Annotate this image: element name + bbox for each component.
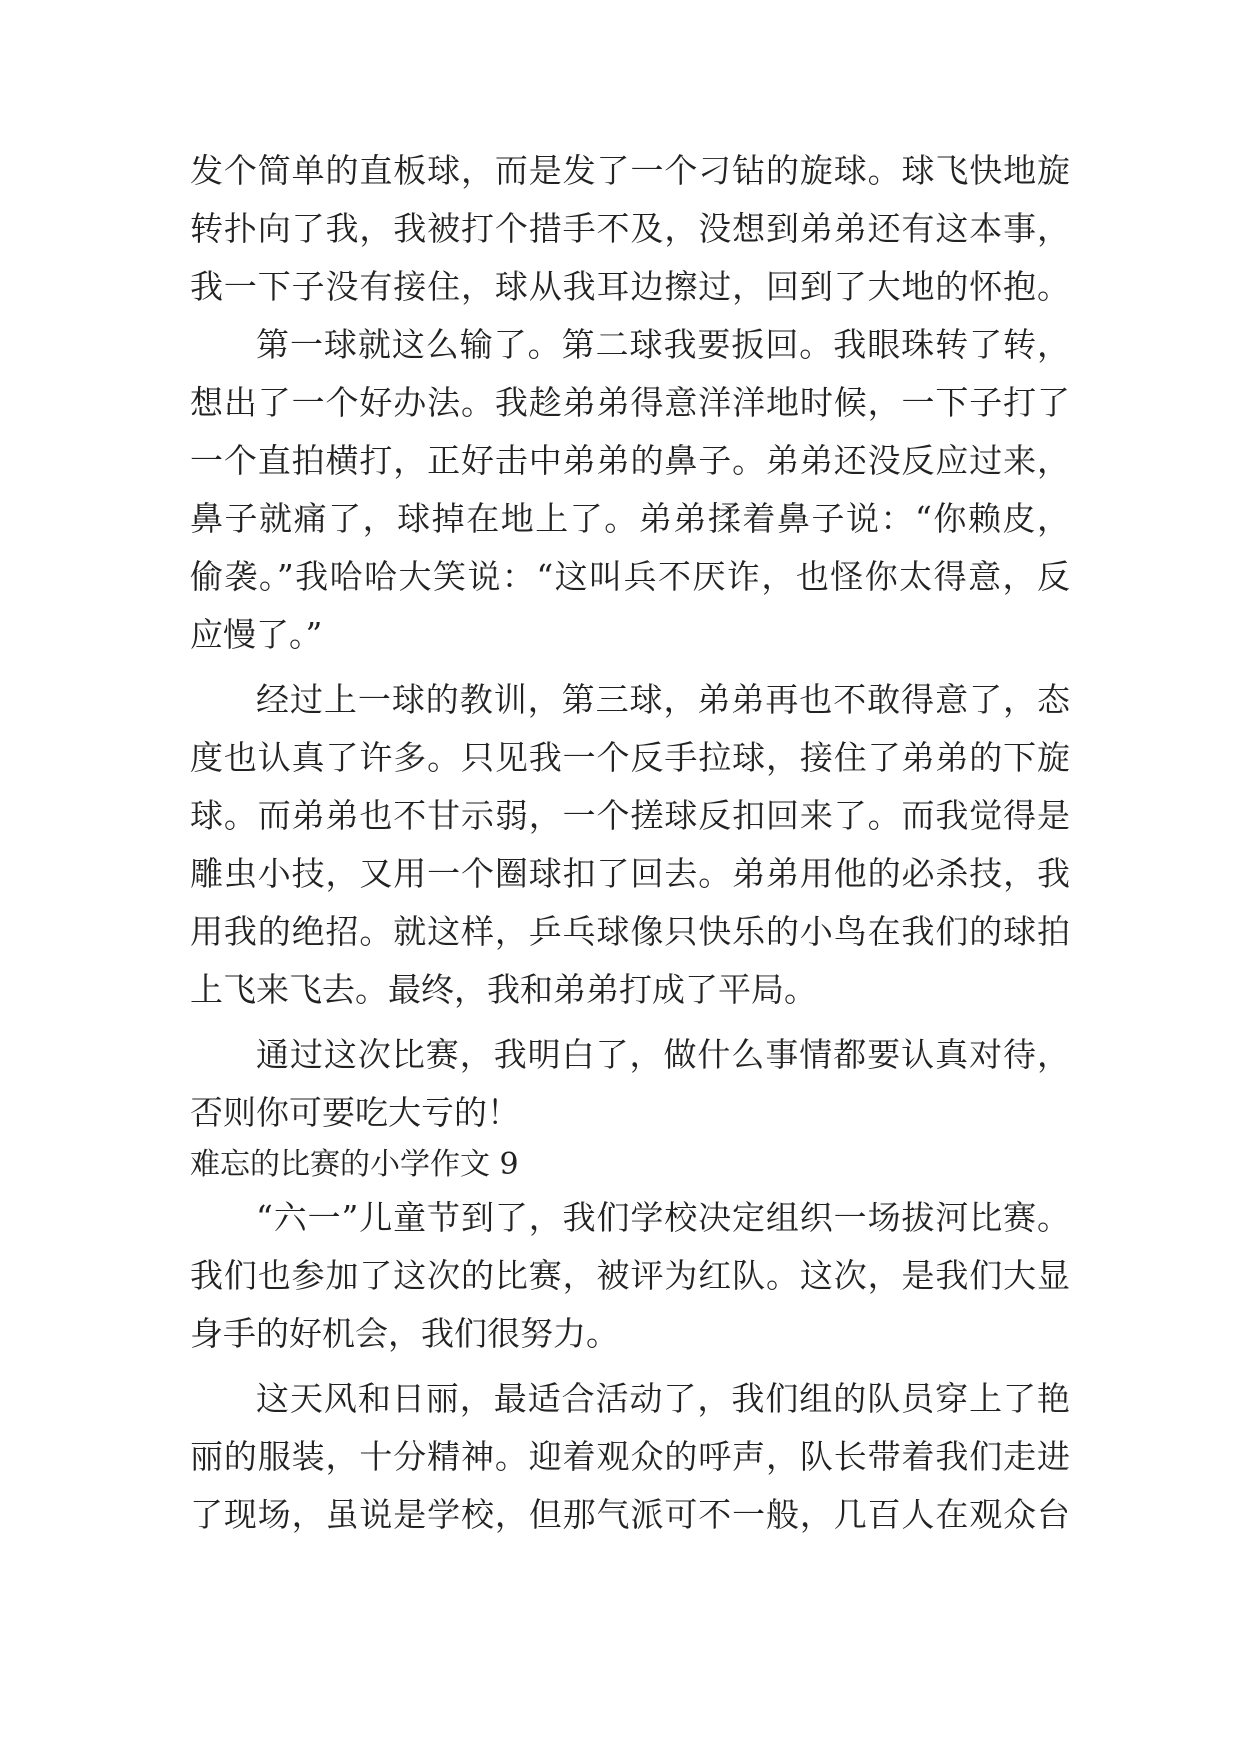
text-line: 否则你可要吃大亏的！ — [190, 1093, 520, 1132]
text-line: 一个直拍横打，正好击中弟弟的鼻子。弟弟还没反应过来， — [190, 441, 1070, 480]
text-line: 这天风和日丽，最适合活动了，我们组的队员穿上了艳 — [256, 1379, 1070, 1418]
text-line: 鼻子就痛了，球掉在地上了。弟弟揉着鼻子说：“你赖皮， — [190, 499, 1070, 538]
text-line: 度也认真了许多。只见我一个反手拉球，接住了弟弟的下旋 — [190, 738, 1070, 777]
text-line: 用我的绝招。就这样，乒乓球像只快乐的小鸟在我们的球拍 — [190, 912, 1070, 951]
text-line: 我一下子没有接住，球从我耳边擦过，回到了大地的怀抱。 — [190, 267, 1070, 306]
text-line: 通过这次比赛，我明白了，做什么事情都要认真对待， — [256, 1035, 1070, 1074]
text-line: 球。而弟弟也不甘示弱，一个搓球反扣回来了。而我觉得是 — [190, 796, 1070, 835]
text-line: 上飞来飞去。最终，我和弟弟打成了平局。 — [190, 970, 817, 1009]
text-line: 丽的服装，十分精神。迎着观众的呼声，队长带着我们走进 — [190, 1437, 1070, 1476]
text-line: “六一”儿童节到了，我们学校决定组织一场拔河比赛。 — [256, 1198, 1070, 1237]
text-line: 应慢了。” — [190, 615, 323, 654]
text-line: 我们也参加了这次的比赛，被评为红队。这次，是我们大显 — [190, 1256, 1070, 1295]
text-line: 想出了一个好办法。我趁弟弟得意洋洋地时候，一下子打了 — [190, 383, 1070, 422]
text-line: 发个简单的直板球，而是发了一个刁钻的旋球。球飞快地旋 — [190, 151, 1070, 190]
text-line: 雕虫小技，又用一个圈球扣了回去。弟弟用他的必杀技，我 — [190, 854, 1070, 893]
text-line: 身手的好机会，我们很努力。 — [190, 1314, 619, 1353]
text-line: 了现场，虽说是学校，但那气派可不一般，几百人在观众台 — [190, 1495, 1070, 1534]
text-line: 第一球就这么输了。第二球我要扳回。我眼珠转了转， — [256, 325, 1070, 364]
text-line: 转扑向了我，我被打个措手不及，没想到弟弟还有这本事， — [190, 209, 1070, 248]
section-heading: 难忘的比赛的小学作文 9 — [190, 1147, 519, 1182]
text-line: 经过上一球的教训，第三球，弟弟再也不敢得意了，态 — [256, 680, 1070, 719]
text-line: 偷袭。”我哈哈大笑说：“这叫兵不厌诈，也怪你太得意，反 — [190, 557, 1070, 596]
